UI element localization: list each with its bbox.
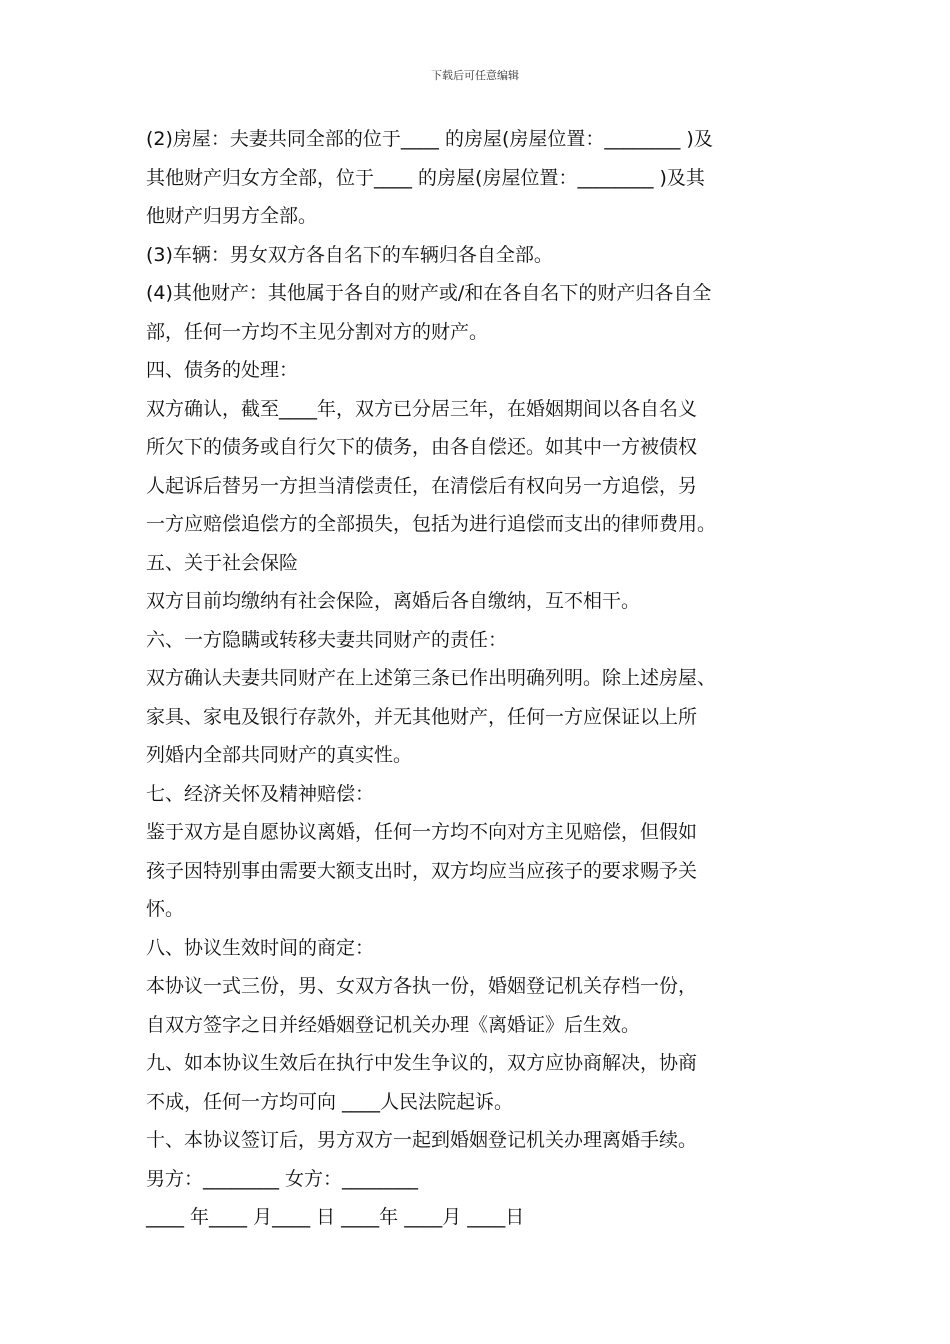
page-header: 下载后可任意编辑 [431,69,519,82]
text-line: (2)房屋：夫妻共同全部的位于____ 的房屋(房屋位置：________ )及 [146,128,713,150]
text-line: 本协议一式三份，男、女双方各执一份，婚姻登记机关存档一份， [146,975,698,997]
section-heading: 十、本协议签订后，男方双方一起到婚姻登记机关办理离婚手续。 [146,1129,698,1151]
text-line: 他财产归男方全部。 [146,205,318,227]
date-line: ____ 年____ 月____ 日 ____年 ____月 ____日 [146,1206,525,1228]
text-line: (4)其他财产：其他属于各自的财产或/和在各自名下的财产归各自全 [146,282,712,304]
text-line: 孩子因特别事由需要大额支出时，双方均应当应孩子的要求赐予关 [146,859,698,882]
section-heading: 九、如本协议生效后在执行中发生争议的，双方应协商解决，协商 [146,1052,698,1074]
text-line: 一方应赔偿追偿方的全部损失，包括为进行追偿而支出的律师费用。 [146,513,717,535]
text-line: 部，任何一方均不主见分割对方的财产。 [146,320,489,343]
text-line: 列婚内全部共同财产的真实性。 [146,744,413,766]
text-line: 其他财产归女方全部，位于____ 的房屋(房屋位置：________ )及其 [146,166,705,189]
text-line: 双方目前均缴纳有社会保险，离婚后各自缴纳，互不相干。 [146,590,641,612]
text-line: (3)车辆：男女双方各自名下的车辆归各自全部。 [146,243,553,266]
section-heading: 六、一方隐瞒或转移夫妻共同财产的责任： [146,628,508,651]
text-line: 怀。 [146,898,185,920]
text-line: 鉴于双方是自愿协议离婚，任何一方均不向对方主见赔偿，但假如 [146,821,698,843]
text-line: 双方确认，截至____年，双方已分居三年，在婚姻期间以各自名义 [146,397,698,420]
text-line: 家具、家电及银行存款外，并无其他财产，任何一方应保证以上所 [146,705,698,728]
text-line: 自双方签字之日并经婚姻登记机关办理《离婚证》后生效。 [146,1013,641,1036]
text-line: 人起诉后替另一方担当清偿责任，在清偿后有权向另一方追偿，另 [146,474,698,497]
section-heading: 七、经济关怀及精神赔偿： [146,782,375,805]
text-line: 双方确认夫妻共同财产在上述第三条已作出明确列明。除上述房屋、 [146,667,717,689]
section-heading: 四、债务的处理： [146,359,299,381]
signature-line: 男方：________ 女方：________ [146,1167,419,1190]
section-heading: 八、协议生效时间的商定： [146,936,375,959]
text-line: 所欠下的债务或自行欠下的债务，由各自偿还。如其中一方被债权 [146,436,698,458]
document-body [146,120,818,1237]
text-line: 不成，任何一方均可向 ____人民法院起诉。 [146,1090,514,1113]
section-heading: 五、关于社会保险 [146,551,299,574]
